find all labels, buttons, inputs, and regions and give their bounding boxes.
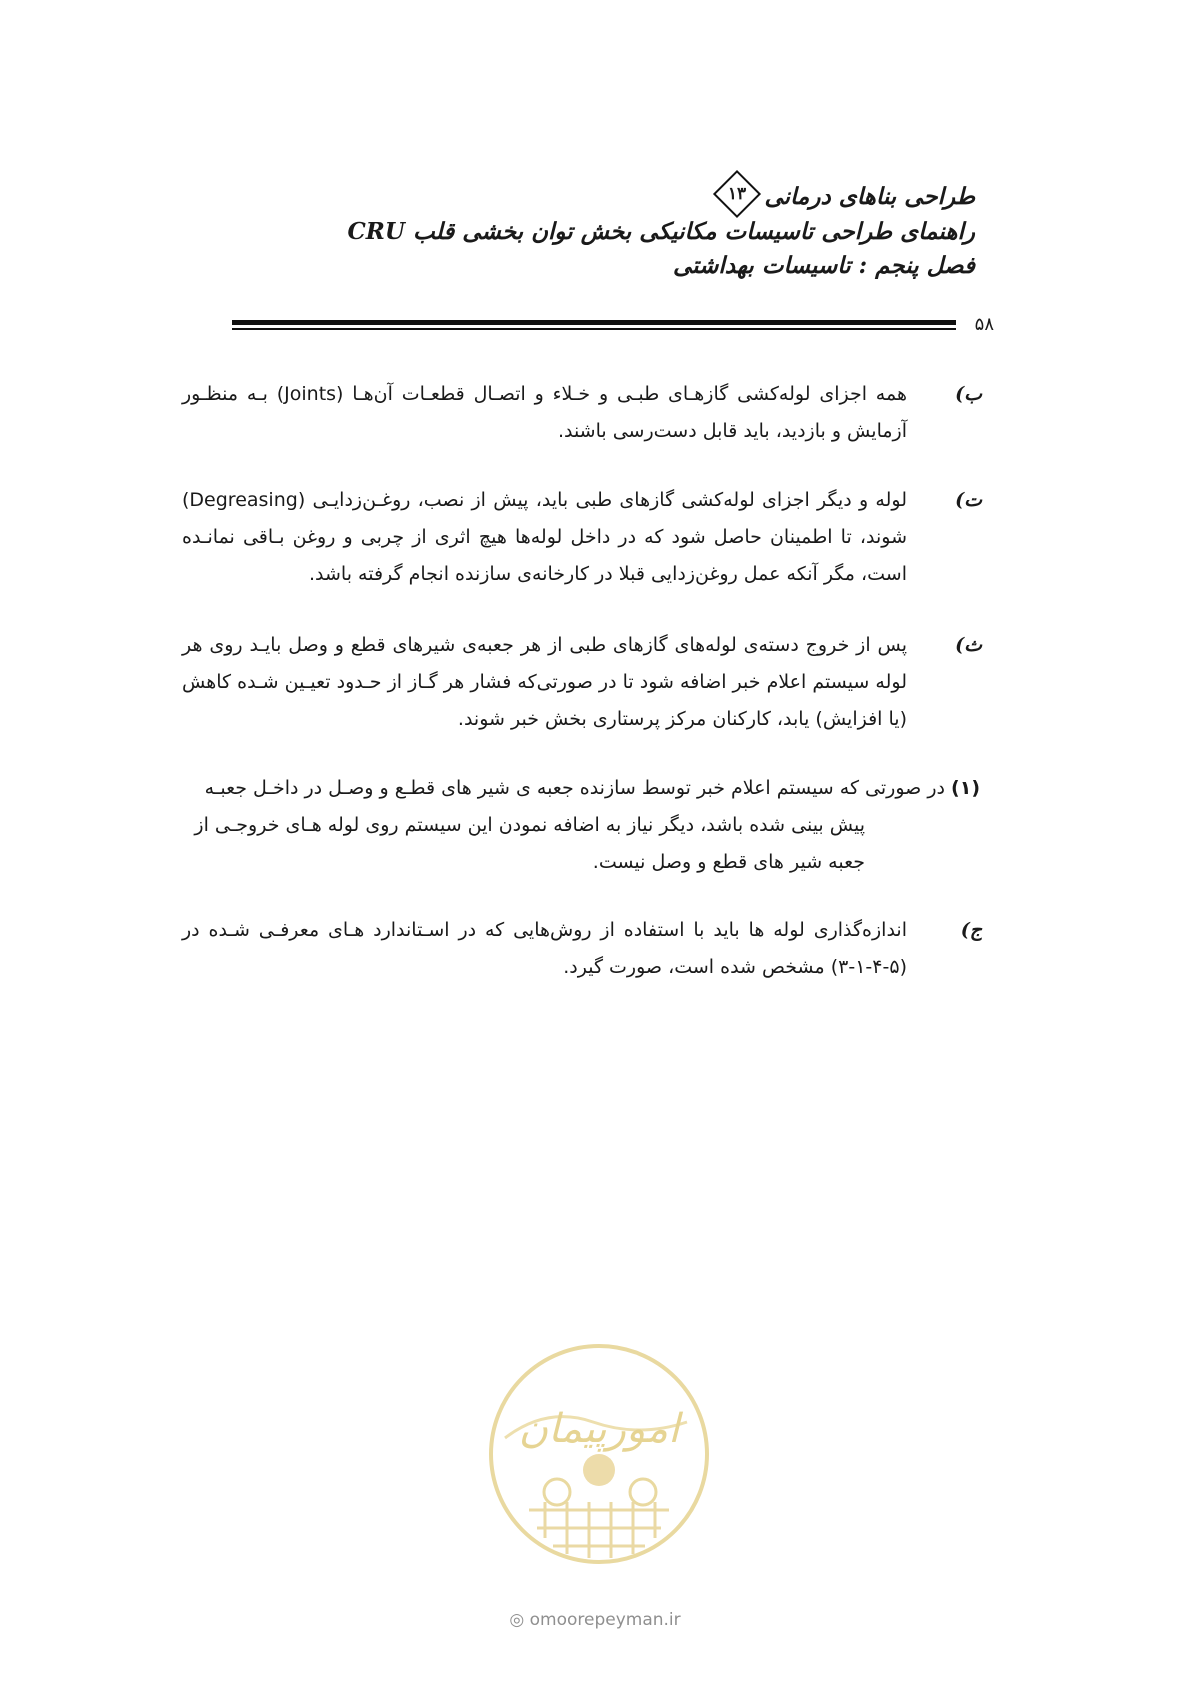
page-number: ۵۸ <box>974 314 994 335</box>
watermark-script-text: امورپیمان <box>518 1406 680 1452</box>
header-line-2: راهنمای طراحی تاسیسات مکانیکی بخش توان بخشی قلب CRU <box>347 218 975 245</box>
book-series-title: طراحی بناهای درمانی <box>764 183 975 210</box>
paragraph-th <box>182 627 982 738</box>
footnote-first-line <box>170 770 980 807</box>
page-header <box>195 180 975 283</box>
footnote-number: (۱) <box>951 777 980 799</box>
paragraph-j <box>182 912 982 986</box>
website-watermark <box>495 1610 695 1630</box>
volume-badge-diamond <box>713 170 761 218</box>
paragraph-text: اندازه‌گذاری لوله ها باید با استفاده از روش‌هایی که در اسـتاندارد هـای معرفـی شـده در (۵-۴-۱-۳) مشخص شده است، صورت گیرد. <box>182 919 907 978</box>
website-url: omoorepeyman.ir <box>529 1610 681 1630</box>
watermark-seal-logo <box>487 1342 711 1566</box>
paragraph-text: همه اجزای لوله‌کشی گازهـای طبـی و خـلاء و اتصـال قطعـات آن‌هـا (Joints) بـه منظـور آزمایش و بازدید، باید قابل دست‌رسی باشند. <box>182 383 907 442</box>
paragraph-marker: ت) <box>955 489 982 511</box>
paragraph-marker: ث) <box>955 634 982 656</box>
paragraph-marker: ج) <box>960 919 982 941</box>
paragraph-text: پس از خروج دسته‌ی لوله‌های گازهای طبی از هر جعبه‌ی شیرهای قطع و وصل بایـد روی هر لوله سیستم اعلام خبر اضافه شود تا در صورتی‌که فشار هر گـاز از حـدود تعیـین شـده کاهش (یا افزایش) یابد، کارکنان مرکز پرستاری بخش خبر شوند. <box>182 634 907 730</box>
paragraph-b <box>182 376 982 450</box>
header-rule-thin <box>232 328 956 330</box>
header-line-1 <box>195 180 975 215</box>
paragraph-t <box>182 482 982 593</box>
header-rule-thick <box>232 320 956 325</box>
paragraph-marker: ب) <box>955 383 982 405</box>
paragraph-text: لوله و دیگر اجزای لوله‌کشی گازهای طبی باید، پیش از نصب، روغـن‌زدایـی (Degreasing) شوند، تا اطمینان حاصل شود که در داخل لوله‌ها هیچ اثری از چربی و روغن بـاقی نمانـده است، مگر آنکه عمل روغن‌زدایی قبلا در کارخانه‌ی سازنده انجام گرفته باشد. <box>182 489 907 585</box>
footnote-1 <box>170 770 980 881</box>
volume-number: ۱۳ <box>728 184 747 204</box>
header-line-3: فصل پنجم : تاسیسات بهداشتی <box>672 252 975 279</box>
globe-icon: ◎ <box>509 1610 525 1630</box>
footnote-first-text: در صورتی که سیستم اعلام خبر توسط سازنده جعبه ی شیر های قطـع و وصـل در داخـل جعبـه <box>204 777 945 799</box>
footnote-continuation: پیش بینی شده باشد، دیگر نیاز به اضافه نمودن این سیستم روی لوله هـای خروجـی از جعبه شیر های قطع و وصل نیست. <box>194 814 865 873</box>
